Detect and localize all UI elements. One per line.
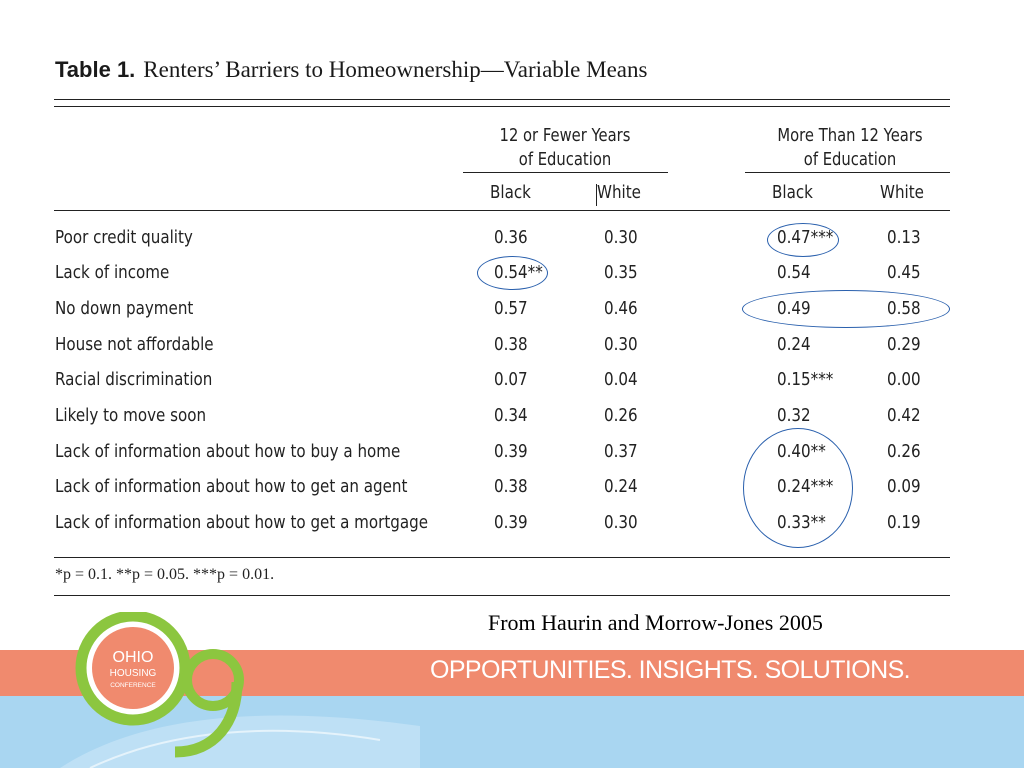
cell-value: 0.04 — [604, 369, 638, 390]
cell-value: 0.42 — [887, 405, 921, 426]
cell-value: 0.07 — [494, 369, 528, 390]
cell-value: 0.54** — [494, 262, 543, 283]
cell-value: 0.24 — [604, 476, 638, 497]
table-title — [55, 57, 647, 83]
logo-line-1: OHIO — [112, 649, 154, 666]
cell-value: 0.39 — [494, 512, 528, 533]
cell-value: 0.30 — [604, 334, 638, 355]
footnote-rule — [54, 557, 950, 558]
cell-value: 0.29 — [887, 334, 921, 355]
cell-value: 0.38 — [494, 476, 528, 497]
cell-value: 0.33** — [777, 512, 826, 533]
row-label: Lack of income — [55, 262, 170, 283]
cell-value: 0.13 — [887, 227, 921, 248]
annotation-ellipse — [742, 290, 950, 328]
row-label: Lack of information about how to get an agent — [55, 476, 408, 497]
row-label: Likely to move soon — [55, 405, 207, 426]
cell-value: 0.36 — [494, 227, 528, 248]
cell-value: 0.40** — [777, 441, 826, 462]
cell-value: 0.09 — [887, 476, 921, 497]
cell-value: 0.32 — [777, 405, 811, 426]
ohio-housing-conference-logo — [65, 612, 265, 762]
bottom-rule — [54, 595, 950, 596]
header-rule — [54, 210, 950, 211]
source-citation: From Haurin and Morrow-Jones 2005 — [488, 610, 823, 635]
cell-value: 0.35 — [604, 262, 638, 283]
top-rule-2 — [54, 106, 950, 107]
top-rule — [54, 99, 950, 100]
table-title-text: Renters’ Barriers to Homeownership—Variable Means — [143, 57, 648, 82]
cell-value: 0.24*** — [777, 476, 834, 497]
row-label: Lack of information about how to get a mortgage — [55, 512, 429, 533]
annotation-circle — [743, 428, 853, 548]
cell-value: 0.26 — [887, 441, 921, 462]
annotation-circle — [477, 256, 548, 290]
cell-value: 0.38 — [494, 334, 528, 355]
cell-value: 0.00 — [887, 369, 921, 390]
logo-line-3: CONFERENCE — [110, 682, 156, 689]
cell-value: 0.49 — [777, 298, 811, 319]
row-label: Lack of information about how to buy a home — [55, 441, 401, 462]
cell-value: 0.26 — [604, 405, 638, 426]
annotation-circle — [767, 223, 839, 257]
column-header-black-2: Black — [772, 182, 813, 203]
group-rule-2 — [745, 172, 950, 173]
cell-value: 0.34 — [494, 405, 528, 426]
cell-value: 0.57 — [494, 298, 528, 319]
table-footnote: *p = 0.1. **p = 0.05. ***p = 0.01. — [55, 566, 275, 583]
column-header-white-1: White — [597, 182, 641, 203]
cell-value: 0.37 — [604, 441, 638, 462]
row-label: Racial discrimination — [55, 369, 213, 390]
cell-value: 0.30 — [604, 227, 638, 248]
cell-value: 0.45 — [887, 262, 921, 283]
tagline: OPPORTUNITIES. INSIGHTS. SOLUTIONS. — [430, 656, 911, 684]
group-rule-1 — [463, 172, 668, 173]
cell-value: 0.47*** — [777, 227, 834, 248]
cell-value: 0.19 — [887, 512, 921, 533]
group-header-2: More Than 12 Years of Education — [777, 125, 923, 170]
row-label: No down payment — [55, 298, 194, 319]
cell-value: 0.39 — [494, 441, 528, 462]
column-header-white-2: White — [880, 182, 924, 203]
logo-line-2: HOUSING — [109, 668, 157, 679]
cell-value: 0.58 — [887, 298, 921, 319]
cell-value: 0.30 — [604, 512, 638, 533]
row-label: Poor credit quality — [55, 227, 193, 248]
table-label: Table 1. — [55, 57, 136, 82]
row-label: House not affordable — [55, 334, 214, 355]
group-header-1: 12 or Fewer Years of Education — [499, 125, 631, 170]
cell-value: 0.15*** — [777, 369, 834, 390]
text-cursor — [596, 184, 597, 206]
cell-value: 0.46 — [604, 298, 638, 319]
column-header-black-1: Black — [490, 182, 531, 203]
cell-value: 0.24 — [777, 334, 811, 355]
cell-value: 0.54 — [777, 262, 811, 283]
